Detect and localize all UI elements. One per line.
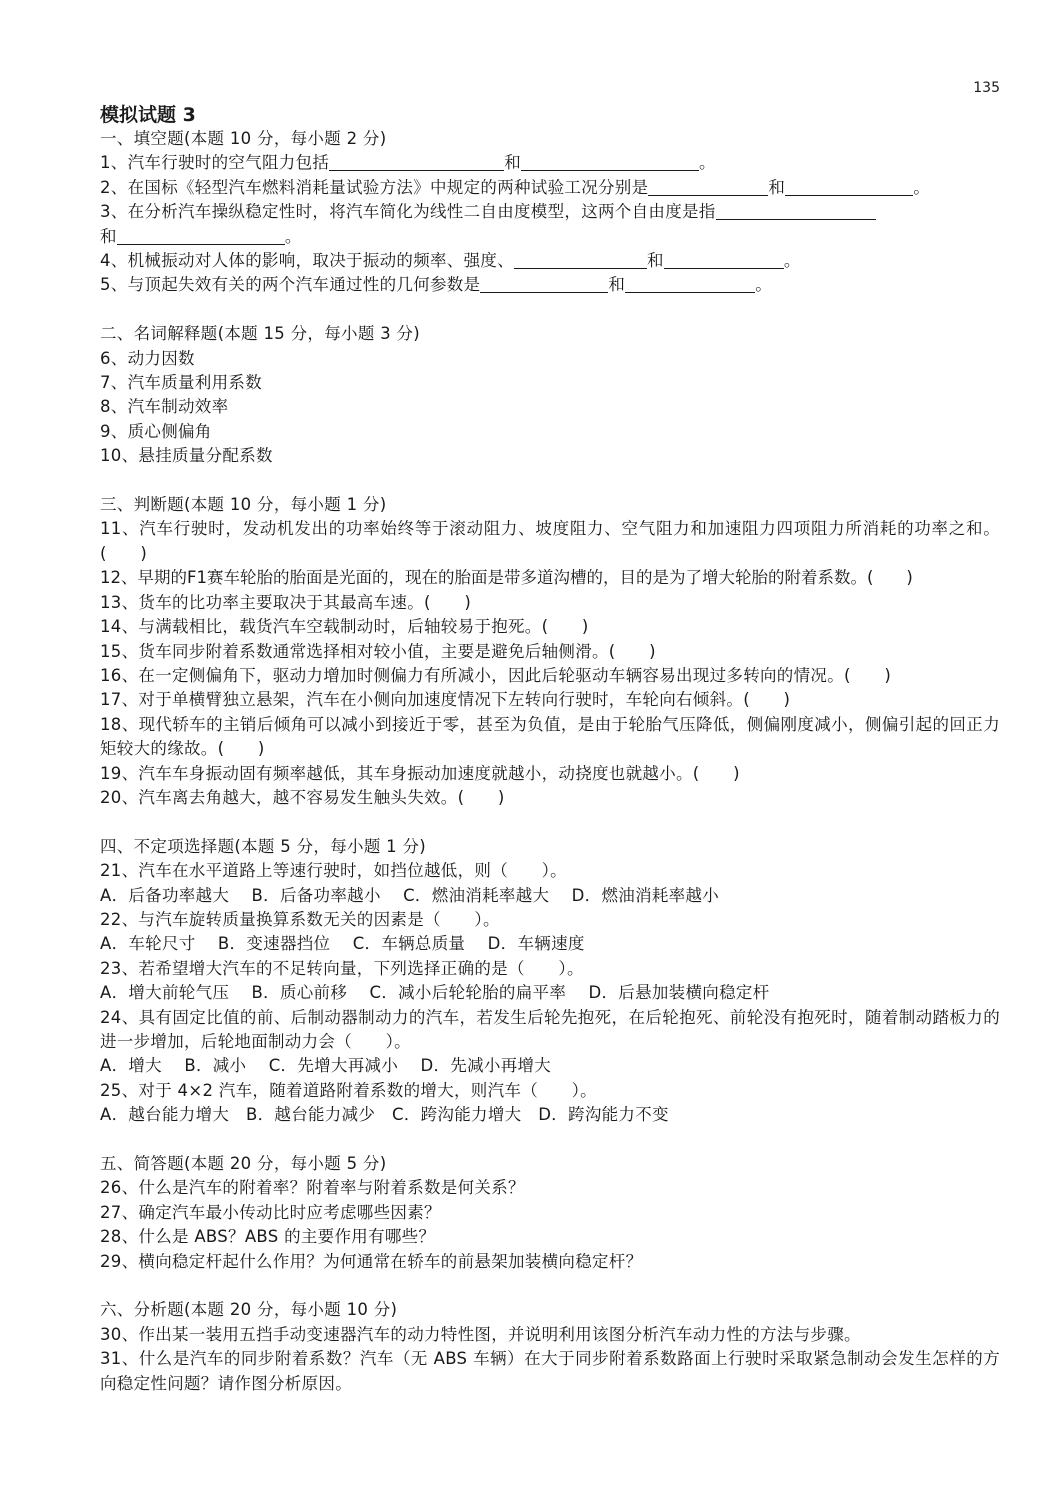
list-item: 10、悬挂质量分配系数 <box>100 446 273 466</box>
question-3: 3、在分析汽车操纵稳定性时，将汽车简化为线性二自由度模型，这两个自由度是指 <box>100 200 1000 224</box>
question-20: 20、汽车离去角越大，越不容易发生触头失效。( ) <box>100 787 505 807</box>
list-item: 8、汽车制动效率 <box>100 397 229 417</box>
exam-content <box>100 103 1000 1396</box>
answer-blank <box>514 251 647 269</box>
question-12: 12、早期的F1赛车轮胎的胎面是光面的，现在的胎面是带多道沟槽的，目的是为了增大轮胎的附着系数。( ) <box>100 568 913 588</box>
question-23: 23、若希望增大汽车的不足转向量，下列选择正确的是（ ）。 <box>100 958 584 978</box>
answer-blank <box>785 178 913 196</box>
question-4: 4、机械振动对人体的影响，取决于振动的频率、强度、 和 。 <box>100 251 801 271</box>
list-item: 6、动力因数 <box>100 348 195 368</box>
question-3-cont: 和 。 <box>100 226 302 246</box>
question-21: 21、汽车在水平道路上等速行驶时，如挡位越低，则（ ）。 <box>100 861 567 881</box>
section-5-heading: 五、简答题(本题 20 分，每小题 5 分) <box>100 1154 387 1173</box>
answer-blank <box>329 153 504 171</box>
question-15: 15、货车同步附着系数通常选择相对较小值，主要是避免后轴侧滑。( ) <box>100 641 656 661</box>
question-22-options: A．车轮尺寸 B．变速器挡位 C．车辆总质量 D．车辆速度 <box>100 934 585 954</box>
list-item: 26、什么是汽车的附着率？附着率与附着系数是何关系？ <box>100 1178 525 1198</box>
question-23-options: A．增大前轮气压 B．质心前移 C．减小后轮轮胎的扁平率 D．后悬加装横向稳定杆 <box>100 983 770 1003</box>
question-2: 2、在国标《轻型汽车燃料消耗量试验方法》中规定的两种试验工况分别是 和 。 <box>100 177 931 197</box>
question-16: 16、在一定侧偏角下，驱动力增加时侧偏力有所减小，因此后轮驱动车辆容易出现过多转向的情况。( ) <box>100 665 892 685</box>
list-item: 28、什么是 ABS？ABS 的主要作用有哪些？ <box>100 1227 436 1247</box>
exam-title: 模拟试题 3 <box>100 104 196 126</box>
answer-blank <box>664 251 784 269</box>
question-17: 17、对于单横臂独立悬架，汽车在小侧向加速度情况下左转向行驶时，车轮向右倾斜。( ) <box>100 690 791 710</box>
section-6-heading: 六、分析题(本题 20 分，每小题 10 分) <box>100 1300 398 1320</box>
question-21-options: A．后备功率越大 B．后备功率越小 C．燃油消耗率越大 D．燃油消耗率越小 <box>100 885 720 905</box>
list-item: 29、横向稳定杆起什么作用？为何通常在轿车的前悬架加装横向稳定杆？ <box>100 1251 643 1271</box>
answer-blank <box>648 178 768 196</box>
answer-blank <box>117 227 285 245</box>
question-24-options: A．增大 B．减小 C．先增大再减小 D．先减小再增大 <box>100 1056 552 1076</box>
section-1-heading: 一、填空题(本题 10 分，每小题 2 分) <box>100 129 387 148</box>
question-19: 19、汽车车身振动固有频率越低，其车身振动加速度就越小，动挠度也就越小。( ) <box>100 763 740 783</box>
list-item: 27、确定汽车最小传动比时应考虑哪些因素？ <box>100 1202 441 1222</box>
question-18: 18、现代轿车的主销后倾角可以减小到接近于零，甚至为负值，是由于轮胎气压降低，侧偏刚度减小，侧偏引起的回正力矩较大的缘故。( ) <box>100 714 1000 759</box>
answer-blank <box>521 153 699 171</box>
list-item: 7、汽车质量利用系数 <box>100 373 262 393</box>
answer-blank <box>625 275 755 293</box>
question-24: 24、具有固定比值的前、后制动器制动力的汽车，若发生后轮先抱死，在后轮抱死、前轮没有抱死时，随着制动踏板力的进一步增加，后轮地面制动力会（ ）。 <box>100 1007 1000 1051</box>
section-3-heading: 三、判断题(本题 10 分，每小题 1 分) <box>100 495 387 515</box>
answer-blank <box>480 275 608 293</box>
question-30: 30、作出某一装用五挡手动变速器汽车的动力特性图，并说明利用该图分析汽车动力性的方法与步骤。 <box>100 1324 861 1344</box>
question-14: 14、与满载相比，载货汽车空载制动时，后轴较易于抱死。( ) <box>100 617 589 637</box>
question-13: 13、货车的比功率主要取决于其最高车速。( ) <box>100 592 472 612</box>
question-5: 5、与顶起失效有关的两个汽车通过性的几何参数是 和 。 <box>100 275 773 295</box>
question-11: 11、汽车行驶时，发动机发出的功率始终等于滚动阻力、坡度阻力、空气阻力和加速阻力四项阻力所消耗的功率之和。( ) <box>100 519 1000 563</box>
section-4-heading: 四、不定项选择题(本题 5 分，每小题 1 分) <box>100 836 427 856</box>
question-25-options: A．越台能力增大 B．越台能力减少 C．跨沟能力增大 D．跨沟能力不变 <box>100 1105 669 1125</box>
question-31: 31、什么是汽车的同步附着系数？汽车（无 ABS 车辆）在大于同步附着系数路面上行驶时采取紧急制动会发生怎样的方向稳定性问题？请作图分析原因。 <box>100 1349 1000 1393</box>
list-item: 9、质心侧偏角 <box>100 421 212 441</box>
section-2-heading: 二、名词解释题(本题 15 分，每小题 3 分) <box>100 324 421 344</box>
page-number: 135 <box>973 80 1000 96</box>
answer-blank <box>716 202 876 220</box>
question-1: 1、汽车行驶时的空气阻力包括 和 。 <box>100 153 716 173</box>
question-25: 25、对于 4×2 汽车，随着道路附着系数的增大，则汽车（ ）。 <box>100 1080 597 1100</box>
question-22: 22、与汽车旋转质量换算系数无关的因素是（ ）。 <box>100 909 500 929</box>
